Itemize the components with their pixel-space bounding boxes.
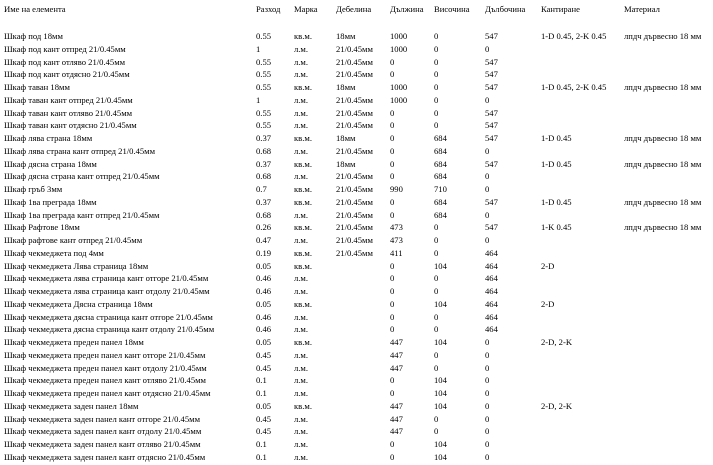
table-cell-length: 0 [390, 286, 395, 296]
table-cell-length: 447 [390, 426, 403, 437]
column-header-consumption: Разход [256, 4, 281, 14]
table-cell-thickness: 21/0.45мм [336, 120, 373, 131]
table-cell-consumption: 0.1 [256, 439, 267, 449]
table-cell-depth: 464 [485, 298, 498, 309]
table-cell-height: 684 [434, 171, 447, 182]
table-cell-thickness: 18мм [336, 133, 356, 143]
table-cell-length: 447 [390, 400, 403, 411]
table-cell-consumption: 0.05 [256, 400, 272, 411]
table-cell-consumption: 0.45 [256, 426, 272, 437]
table-cell-consumption: 0.68 [256, 171, 272, 182]
table-cell-depth: 0 [485, 209, 490, 220]
table-cell-depth: 0 [485, 184, 490, 194]
table-cell-thickness: 21/0.45мм [336, 69, 373, 80]
table-cell-length: 1000 [390, 43, 408, 54]
table-cell-height: 104 [434, 400, 447, 411]
table-cell-depth: 0 [485, 439, 490, 449]
table-cell-unit: л.м. [294, 375, 309, 386]
table-cell-unit: л.м. [294, 145, 309, 156]
table-cell-consumption: 0.19 [256, 247, 272, 258]
table-cell-height: 0 [434, 247, 439, 258]
table-cell-depth: 464 [485, 260, 498, 271]
table-cell-consumption: 0.47 [256, 235, 272, 245]
table-cell-unit: л.м. [294, 171, 309, 182]
table-cell-unit: л.м. [294, 69, 309, 80]
table-cell-name: Шкаф чекмеджета дясна страница кант отгоре 21/0.45мм [4, 311, 213, 322]
table-cell-edging: 2-D, 2-K [541, 337, 573, 347]
table-cell-consumption: 0.37 [256, 196, 272, 207]
table-cell-name: Шкаф чекмеджета преден панел кант отдолу 21/0.45мм [4, 362, 207, 373]
table-cell-depth: 464 [485, 273, 498, 284]
table-cell-length: 0 [390, 298, 395, 309]
table-cell-consumption: 0.37 [256, 158, 272, 169]
table-cell-consumption: 0.46 [256, 311, 272, 322]
table-cell-depth: 547 [485, 56, 498, 67]
table-cell-height: 0 [434, 324, 439, 335]
table-cell-name: Шкаф таван кант отляво 21/0.45мм [4, 107, 133, 118]
table-cell-thickness: 18мм [336, 31, 356, 41]
table-cell-edging: 1-D 0.45 [541, 158, 572, 169]
table-cell-unit: л.м. [294, 286, 309, 296]
table-cell-name: Шкаф 1ва преграда 18мм [4, 196, 97, 207]
table-cell-consumption: 0.46 [256, 324, 272, 335]
table-cell-thickness: 21/0.45мм [336, 56, 373, 67]
table-cell-name: Шкаф лява страна кант отпред 21/0.45мм [4, 145, 156, 156]
table-cell-length: 0 [390, 311, 395, 322]
table-cell-height: 104 [434, 298, 447, 309]
table-cell-material: лпдч дървесно 18 мм [624, 133, 702, 143]
table-cell-consumption: 0.05 [256, 298, 272, 309]
table-cell-name: Шкаф рафтове кант отпред 21/0.45мм [4, 235, 143, 245]
table-cell-unit: кв.м. [294, 184, 312, 194]
table-cell-material: лпдч дървесно 18 мм [624, 158, 702, 169]
table-cell-edging: 1-K 0.45 [541, 222, 572, 233]
table-cell-length: 1000 [390, 31, 408, 41]
table-cell-material: лпдч дървесно 18 мм [624, 82, 702, 92]
column-header-length: Дължина [390, 4, 424, 14]
table-cell-depth: 0 [485, 349, 490, 360]
table-cell-unit: кв.м. [294, 337, 312, 347]
table-cell-name: Шкаф чекмеджета преден панел кант отляво 21/0.45мм [4, 375, 206, 386]
table-cell-height: 0 [434, 82, 439, 92]
table-cell-name: Шкаф дясна страна 18мм [4, 158, 97, 169]
table-cell-unit: л.м. [294, 120, 309, 131]
table-cell-height: 104 [434, 451, 447, 462]
table-cell-unit: кв.м. [294, 158, 312, 169]
table-cell-name: Шкаф чекмеджета заден панел 18мм [4, 400, 139, 411]
table-cell-height: 0 [434, 286, 439, 296]
table-cell-thickness: 18мм [336, 82, 356, 92]
table-cell-length: 0 [390, 158, 395, 169]
table-cell-depth: 0 [485, 375, 490, 386]
table-cell-unit: л.м. [294, 94, 309, 105]
table-cell-length: 0 [390, 388, 395, 398]
table-cell-consumption: 0.68 [256, 145, 272, 156]
table-cell-name: Шкаф чекмеджета преден панел 18мм [4, 337, 144, 347]
table-cell-depth: 0 [485, 94, 490, 105]
table-cell-depth: 0 [485, 362, 490, 373]
table-cell-name: Шкаф чекмеджета дясна страница кант отдолу 21/0.45мм [4, 324, 215, 335]
table-cell-length: 0 [390, 133, 395, 143]
table-cell-height: 684 [434, 196, 447, 207]
column-header-edging: Кантиране [541, 4, 580, 14]
table-cell-depth: 547 [485, 133, 498, 143]
table-cell-length: 990 [390, 184, 403, 194]
table-cell-name: Шкаф чекмеджета Дясна страница 18мм [4, 298, 153, 309]
table-cell-thickness: 21/0.45мм [336, 222, 373, 233]
table-cell-height: 0 [434, 222, 439, 233]
table-cell-edging: 2-D, 2-K [541, 400, 573, 411]
table-cell-depth: 0 [485, 388, 490, 398]
table-cell-length: 0 [390, 120, 395, 131]
table-cell-length: 0 [390, 375, 395, 386]
table-cell-consumption: 0.1 [256, 451, 267, 462]
table-cell-height: 0 [434, 69, 439, 80]
table-cell-name: Шкаф под 18мм [4, 31, 63, 41]
table-cell-consumption: 0.46 [256, 273, 272, 284]
table-cell-depth: 464 [485, 324, 498, 335]
table-cell-edging: 2-D [541, 298, 555, 309]
table-cell-length: 0 [390, 439, 395, 449]
table-cell-height: 710 [434, 184, 447, 194]
table-cell-height: 104 [434, 260, 447, 271]
table-cell-height: 684 [434, 209, 447, 220]
table-cell-name: Шкаф чекмеджета заден панел кант отгоре 21/0.45мм [4, 413, 201, 424]
table-cell-length: 0 [390, 69, 395, 80]
table-cell-depth: 0 [485, 337, 490, 347]
table-cell-thickness: 21/0.45мм [336, 247, 373, 258]
table-cell-depth: 547 [485, 82, 498, 92]
table-cell-unit: л.м. [294, 362, 309, 373]
table-cell-unit: кв.м. [294, 82, 312, 92]
table-cell-height: 0 [434, 120, 439, 131]
table-cell-depth: 464 [485, 311, 498, 322]
table-cell-material: лпдч дървесно 18 мм [624, 222, 702, 233]
table-cell-length: 447 [390, 337, 403, 347]
table-cell-consumption: 0.1 [256, 388, 267, 398]
table-cell-length: 447 [390, 362, 403, 373]
table-cell-name: Шкаф Рафтове 18мм [4, 222, 80, 233]
table-cell-thickness: 21/0.45мм [336, 196, 373, 207]
table-cell-material: лпдч дървесно 18 мм [624, 196, 702, 207]
table-cell-unit: л.м. [294, 324, 309, 335]
table-cell-edging: 2-D [541, 260, 555, 271]
table-cell-length: 0 [390, 196, 395, 207]
table-cell-consumption: 0.37 [256, 133, 272, 143]
table-cell-length: 447 [390, 413, 403, 424]
table-cell-length: 473 [390, 222, 403, 233]
table-cell-thickness: 21/0.45мм [336, 184, 373, 194]
table-cell-unit: л.м. [294, 451, 309, 462]
table-cell-length: 0 [390, 107, 395, 118]
table-cell-unit: л.м. [294, 209, 309, 220]
table-cell-depth: 0 [485, 171, 490, 182]
table-cell-consumption: 0.46 [256, 286, 272, 296]
table-cell-depth: 547 [485, 222, 498, 233]
table-cell-consumption: 0.68 [256, 209, 272, 220]
table-cell-length: 473 [390, 235, 403, 245]
table-cell-thickness: 21/0.45мм [336, 43, 373, 54]
table-cell-name: Шкаф чекмеджета преден панел кант отгоре 21/0.45мм [4, 349, 206, 360]
column-header-height: Височина [434, 4, 470, 14]
table-cell-unit: кв.м. [294, 196, 312, 207]
table-cell-unit: кв.м. [294, 222, 312, 233]
table-cell-height: 684 [434, 158, 447, 169]
table-cell-height: 0 [434, 235, 439, 245]
table-cell-unit: кв.м. [294, 31, 312, 41]
table-cell-material: лпдч дървесно 18 мм [624, 31, 702, 41]
table-cell-consumption: 0.1 [256, 375, 267, 386]
table-cell-name: Шкаф чекмеджета преден панел кант отдясно 21/0.45мм [4, 388, 211, 398]
table-cell-length: 0 [390, 171, 395, 182]
table-cell-length: 0 [390, 209, 395, 220]
table-cell-height: 0 [434, 426, 439, 437]
table-cell-depth: 464 [485, 247, 498, 258]
table-cell-name: Шкаф лява страна 18мм [4, 133, 93, 143]
table-cell-consumption: 0.55 [256, 82, 272, 92]
table-cell-depth: 0 [485, 43, 490, 54]
table-cell-name: Шкаф чекмеджета заден панел кант отдолу 21/0.45мм [4, 426, 202, 437]
table-cell-thickness: 21/0.45мм [336, 235, 373, 245]
column-header-name: Име на елемента [4, 4, 66, 14]
table-cell-unit: л.м. [294, 235, 309, 245]
table-cell-unit: л.м. [294, 439, 309, 449]
table-cell-consumption: 0.55 [256, 69, 272, 80]
table-cell-height: 104 [434, 337, 447, 347]
table-cell-thickness: 21/0.45мм [336, 94, 373, 105]
table-cell-unit: л.м. [294, 107, 309, 118]
table-cell-consumption: 0.55 [256, 31, 272, 41]
column-header-depth: Дълбочина [485, 4, 526, 14]
table-cell-name: Шкаф чекмеджета под 4мм [4, 247, 104, 258]
table-cell-thickness: 18мм [336, 158, 356, 169]
table-cell-thickness: 21/0.45мм [336, 171, 373, 182]
table-cell-height: 0 [434, 107, 439, 118]
table-cell-unit: л.м. [294, 43, 309, 54]
table-cell-length: 0 [390, 451, 395, 462]
table-cell-consumption: 0.45 [256, 413, 272, 424]
table-cell-length: 0 [390, 324, 395, 335]
table-cell-unit: л.м. [294, 388, 309, 398]
table-cell-consumption: 0.26 [256, 222, 272, 233]
table-cell-edging: 1-D 0.45 [541, 133, 572, 143]
table-cell-length: 0 [390, 273, 395, 284]
table-cell-height: 684 [434, 145, 447, 156]
table-cell-consumption: 0.55 [256, 107, 272, 118]
table-cell-height: 0 [434, 56, 439, 67]
table-cell-depth: 547 [485, 107, 498, 118]
table-cell-depth: 0 [485, 145, 490, 156]
table-cell-height: 104 [434, 375, 447, 386]
table-cell-length: 0 [390, 56, 395, 67]
table-cell-unit: л.м. [294, 56, 309, 67]
table-cell-length: 0 [390, 260, 395, 271]
table-cell-consumption: 1 [256, 43, 261, 54]
table-cell-length: 1000 [390, 94, 408, 105]
table-cell-consumption: 0.05 [256, 260, 272, 271]
table-cell-depth: 547 [485, 196, 498, 207]
table-cell-unit: л.м. [294, 273, 309, 284]
table-cell-name: Шкаф чекмеджета лява страница кант отдолу 21/0.45мм [4, 286, 210, 296]
table-cell-thickness: 21/0.45мм [336, 145, 373, 156]
table-cell-unit: л.м. [294, 349, 309, 360]
table-cell-height: 0 [434, 31, 439, 41]
table-cell-depth: 0 [485, 400, 490, 411]
table-cell-height: 0 [434, 43, 439, 54]
table-cell-name: Шкаф чекмеджета Лява страница 18мм [4, 260, 149, 271]
table-cell-length: 0 [390, 145, 395, 156]
table-cell-height: 0 [434, 311, 439, 322]
table-cell-unit: кв.м. [294, 260, 312, 271]
table-cell-height: 0 [434, 94, 439, 105]
table-cell-depth: 547 [485, 31, 498, 41]
table-cell-name: Шкаф дясна страна кант отпред 21/0.45мм [4, 171, 160, 182]
table-cell-edging: 1-D 0.45 [541, 196, 572, 207]
table-cell-height: 0 [434, 413, 439, 424]
table-cell-name: Шкаф таван кант отдясно 21/0.45мм [4, 120, 137, 131]
table-cell-unit: кв.м. [294, 247, 312, 258]
table-cell-depth: 0 [485, 235, 490, 245]
table-cell-depth: 547 [485, 120, 498, 131]
table-cell-name: Шкаф под кант отпред 21/0.45мм [4, 43, 126, 54]
column-header-thickness: Дебелина [336, 4, 372, 14]
table-cell-consumption: 0.55 [256, 56, 272, 67]
table-cell-name: Шкаф таван кант отпред 21/0.45мм [4, 94, 133, 105]
table-cell-unit: л.м. [294, 311, 309, 322]
table-cell-consumption: 0.55 [256, 120, 272, 131]
table-cell-consumption: 0.7 [256, 184, 267, 194]
table-cell-unit: л.м. [294, 413, 309, 424]
table-cell-depth: 547 [485, 69, 498, 80]
table-cell-consumption: 0.05 [256, 337, 272, 347]
table-cell-name: Шкаф 1ва преграда кант отпред 21/0.45мм [4, 209, 160, 220]
table-cell-depth: 547 [485, 158, 498, 169]
table-cell-depth: 0 [485, 426, 490, 437]
table-cell-height: 0 [434, 349, 439, 360]
table-cell-height: 0 [434, 362, 439, 373]
table-cell-length: 1000 [390, 82, 408, 92]
table-cell-depth: 464 [485, 286, 498, 296]
column-header-unit: Марка [294, 4, 318, 14]
table-cell-consumption: 1 [256, 94, 261, 105]
table-cell-unit: кв.м. [294, 298, 312, 309]
table-cell-name: Шкаф чекмеджета заден панел кант отдясно 21/0.45мм [4, 451, 206, 462]
table-cell-unit: кв.м. [294, 133, 312, 143]
table-cell-height: 104 [434, 439, 447, 449]
table-cell-name: Шкаф таван 18мм [4, 82, 70, 92]
table-cell-name: Шкаф чекмеджета заден панел кант отляво 21/0.45мм [4, 439, 201, 449]
table-cell-edging: 1-D 0.45, 2-K 0.45 [541, 82, 607, 92]
table-cell-name: Шкаф гръб 3мм [4, 184, 63, 194]
table-cell-height: 684 [434, 133, 447, 143]
table-cell-height: 0 [434, 273, 439, 284]
table-cell-height: 104 [434, 388, 447, 398]
table-cell-thickness: 21/0.45мм [336, 209, 373, 220]
table-cell-depth: 0 [485, 451, 490, 462]
column-header-material: Материал [624, 4, 660, 14]
table-cell-depth: 0 [485, 413, 490, 424]
table-cell-name: Шкаф под кант отдясно 21/0.45мм [4, 69, 130, 80]
table-cell-edging: 1-D 0.45, 2-K 0.45 [541, 31, 607, 41]
table-cell-consumption: 0.45 [256, 349, 272, 360]
table-cell-consumption: 0.45 [256, 362, 272, 373]
table-cell-name: Шкаф чекмеджета лява страница кант отгоре 21/0.45мм [4, 273, 209, 284]
table-cell-unit: л.м. [294, 426, 309, 437]
table-cell-unit: кв.м. [294, 400, 312, 411]
table-cell-name: Шкаф под кант отляво 21/0.45мм [4, 56, 126, 67]
table-cell-length: 447 [390, 349, 403, 360]
table-cell-length: 411 [390, 247, 403, 258]
table-cell-thickness: 21/0.45мм [336, 107, 373, 118]
